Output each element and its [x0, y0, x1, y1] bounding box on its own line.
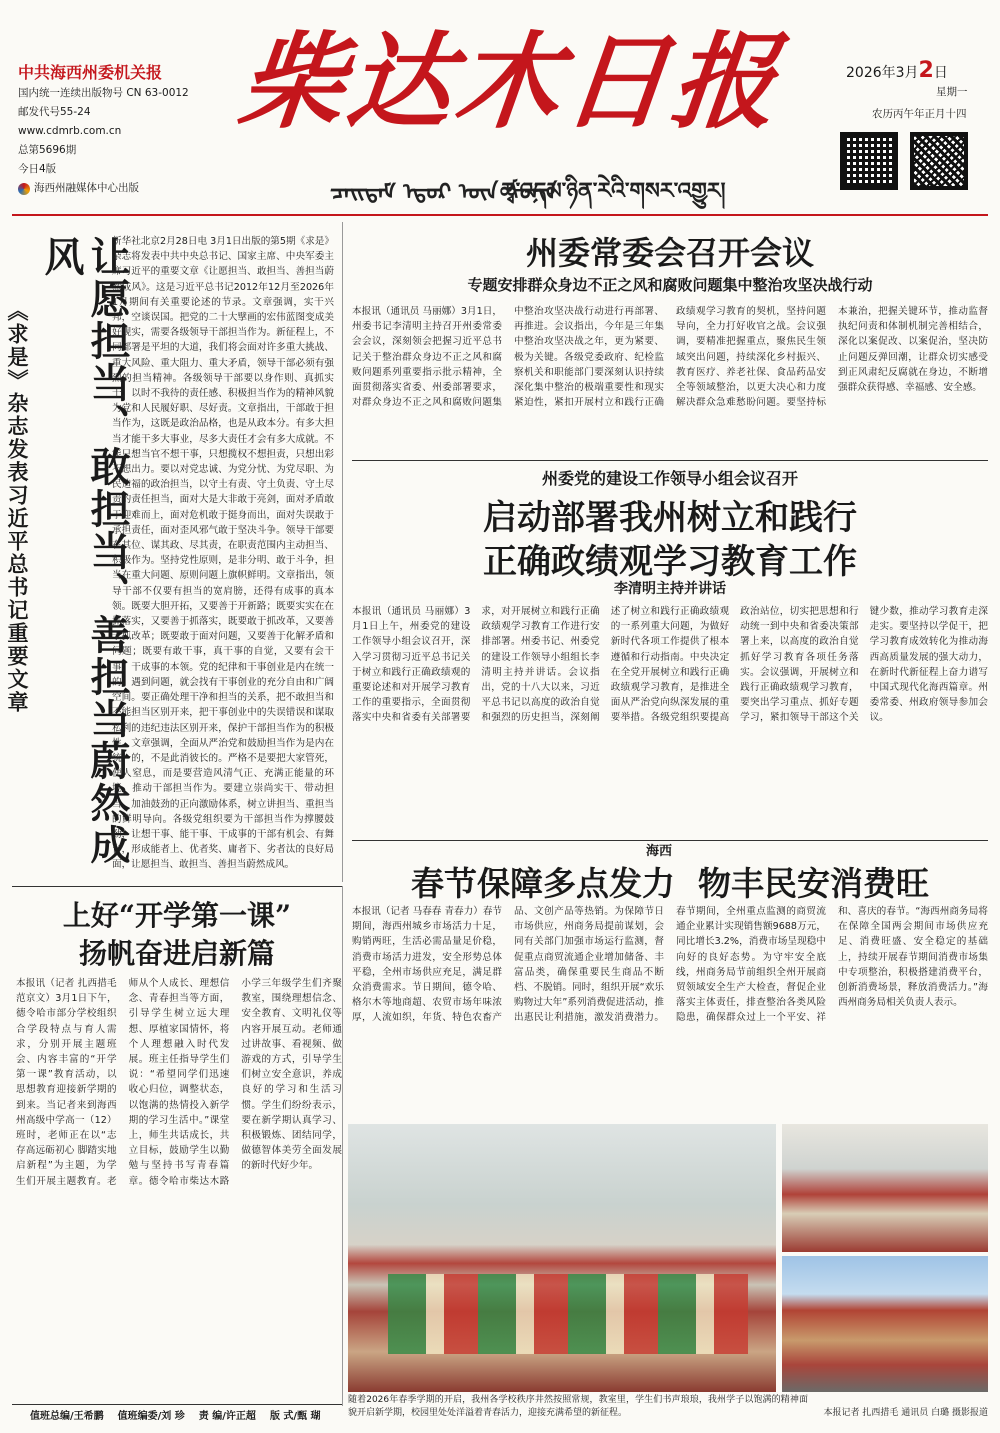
- qiushi-body: 新华社北京2月28日电 3月1日出版的第5期《求是》杂志将发表中共中央总书记、国家主席、中央军委主席习近平的重要文章《让愿担当、敢担当、善担当蔚然成风》。这是习近平总书记2012年12月至2026年1月期间有关重要论述的节录。文章强调，实干兴邦，空谈误国。把党的二十大擘画的宏伟蓝图变成美好现实，需要各级领导干部担当作为。新征程上，不同部署是平坦的大道，我们将会面对许多重大挑战、重大风险、重大阻力、重大矛盾，领导干部必须有强烈的担当精神。各级领导干部要以身作则、真抓实干，以时不我待的责任感、积极担当作为的精神风貌为党和人民履好职、尽好责。文章指出，干部敢于担当作为，这既是政治品格，也是从政本分。有多大担当才能干多大事业，尽多大责任才会有多大成就。不能只想当官不想干事，只想揽权不想担责，只想出彩不想出力。要以对党忠诚、为党分忧、为党尽职、为民造福的政治担当，以守土有责、守土负责、守土尽责的责任担当，面对大是大非敢于亮剑，面对矛盾敢于迎难而上，面对危机敢于挺身而出，面对失误敢于承担责任，面对歪风邪气敢于坚决斗争。领导干部要在其位、谋其政、尽其责，在职责范围内主动担当、积极作为。坚持党性原则，是非分明、敢于斗争，担当在重大问题、原则问题上旗帜鲜明。文章指出，领导干部不仅要有担当的宽肩膀，还得有成事的真本领。既要大胆开拓，又要善于开新路；既要实实在在抓落实，又要善于抓落实，既要敢于抓改革，又要善于抓改革；既要敢于面对问题，又要善于化解矛盾和问题；既要有敢干事，真干事的自觉，又要有会干事、干成事的本领。党的纪律和干事创业是内在统一的。遇到问题，就会找有干事创业的充分自由和广阔空间。要正确处理干净和担当的关系，把不敢担当和不能担当区别开来，把干事创业中的失误错误和谋取私利的违纪违法区别开来，保护干部担当作为的积极性。文章强调，全面从严治党和鼓励担当作为是内在统一的，不是此消彼长的。严格不是要把大家管死，使人窒息，而是要营造风清气正、充满正能量的环境，推动干部担当作为。要建立崇尚实干、带动担当、加油鼓劲的正向激励体系，树立讲担当、重担当的鲜明导向。各级党组织要为干部担当作为撑腰鼓劲，让想干事、能干事、干成事的干部有机会、有舞台，形成能者上、优者奖、庸者下、劣者汰的良好局面，让愿担当、敢担当、善担当蔚然成风。: [112, 236, 334, 871]
- weekday: 星期一: [936, 86, 968, 98]
- publisher-logo-icon: [18, 183, 30, 195]
- schoolyard-photo: [782, 1256, 988, 1392]
- qiushi-headline: 让愿担当、敢担当、善担当蔚然成风: [38, 236, 131, 866]
- jiaoyu-kicker: 州委党的建设工作领导小组会议召开: [541, 469, 798, 488]
- date-day: 2: [918, 58, 934, 83]
- newspaper-title: 柴达木日报: [233, 20, 787, 143]
- kaixue-body: 本报讯（记者 扎西措毛 范京文）3月1日下午，德令哈市部分学校组织合学段特点与育人需求，分别开展主题班会、内容丰富的“开学第一课”教育活动，以思想教育迎接新学期的到来。当记者来到海西州高级中学高一（12）班时，老师正在以“志存高远砺初心 脚踏实地启新程”为主题，为学生们开展主题教育。老师从个人成长、理想信念、青春担当等方面，引导学生树立远大理想、厚植家国情怀，将个人理想融入时代发展。班主任指导学生们说：“希望同学们迅速收心归位，调整状态，以饱满的热情投入新学期的学习生活中。”课堂上，师生共话成长，共立目标，鼓励学生以勤勉与坚持书写青春篇章。德令哈市柴达木路小学三年级学生们齐聚教室，围绕理想信念、安全教育、文明礼仪等内容开展互动。老师通过讲故事、看视频、做游戏的方式，引导学生们树立安全意识，养成良好的学习和生活习惯。学生们纷纷表示，要在新学期认真学习、积极锻炼、团结同学，做德智体美劳全面发展的新时代好少年。: [16, 978, 342, 1187]
- section-rule: [352, 460, 988, 461]
- organ-label: 中共海西州委机关报: [18, 63, 163, 82]
- jiaoyu-body: 本报讯（通讯员 马丽娜）3月1日上午，州委党的建设工作领导小组会议召开，深入学习贯彻习近平总书记关于树立和践行正确政绩观的重要论述和对开展学习教育工作的重要指示，全面贯彻落实中央和省委有关部署要求，对开展树立和践行正确政绩观学习教育工作进行安排部署。州委书记、州委党的建设工作领导小组组长李清明主持并讲话。会议指出，党的十八大以来，习近平总书记以高度的政治自觉和强烈的历史担当，深刻阐述了树立和践行正确政绩观的一系列重大问题，为做好新时代各项工作提供了根本遵循和行动指南。中央决定在全党开展树立和践行正确政绩观学习教育，是推进全面从严治党向纵深发展的重要举措。各级党组织要提高政治站位，切实把思想和行动统一到中央和省委决策部署上来，以高度的政治自觉抓好学习教育各项任务落实。会议强调，开展树立和践行正确政绩观学习教育，要突出学习重点、抓好专题学习，紧扣领导干部这个关键少数，推动学习教育走深走实。要坚持以学促干，把学习教育成效转化为推动海西高质量发展的强大动力，在新时代新征程上奋力谱写中国式现代化海西篇章。州委常委、州政府领导参加会议。: [352, 606, 988, 724]
- column-divider: [342, 222, 343, 882]
- photo-credit: 本报记者 扎西措毛 通讯员 白璐 摄影报道: [823, 1408, 988, 1418]
- kaixue-headline-line1: 上好“开学第一课”: [62, 899, 292, 932]
- duty-editor: 值班编委/刘 珍: [117, 1411, 185, 1422]
- jiaoyu-byline: 李清明主持并讲话: [614, 581, 726, 597]
- chunjie-label: 海西: [646, 844, 673, 859]
- publisher: [18, 180, 139, 197]
- designer: 版 式/甄 瑚: [269, 1411, 321, 1422]
- date-prefix: 2026年3月: [846, 65, 919, 81]
- issue-number: 总第5696期: [18, 144, 77, 156]
- zhouwei-subtitle: 专题安排群众身边不正之风和腐败问题集中整治攻坚决战行动: [467, 276, 873, 294]
- publisher-label: 海西州融媒体中心出版: [34, 182, 139, 194]
- qiushi-subtitle: 《求是》杂志发表习近平总书记重要文章: [5, 300, 30, 714]
- chunjie-headline: 春节保障多点发力 物丰民安消费旺: [411, 864, 929, 903]
- date-suffix: 日: [933, 65, 948, 81]
- postal-code: 邮发代号55-24: [18, 106, 91, 118]
- pages-today: 今日4版: [18, 163, 57, 175]
- jiaoyu-headline-line1: 启动部署我州树立和践行: [483, 498, 857, 538]
- footer-rule: [12, 1404, 342, 1405]
- zhouwei-headline: 州委常委会召开会议: [525, 234, 814, 272]
- cn-number: 国内统一连续出版物号 CN 63-0012: [18, 87, 189, 99]
- layout-editor: 责 编/许正超: [198, 1411, 256, 1422]
- chief-editor: 值班总编/王希鹏: [30, 1411, 104, 1422]
- issue-date: [846, 58, 948, 83]
- classroom-photo-right-top: [782, 1124, 988, 1252]
- mongolian-title: ᠴᠠᠢᠳᠠᠮ ᠡᠳᠦᠷ ᠦᠨ ᠰᠣᠨᠢᠨ: [330, 180, 558, 205]
- lunar-date: 农历丙午年正月十四: [872, 108, 967, 120]
- footer-credits: [30, 1408, 342, 1425]
- zhouwei-body: 本报讯（通讯员 马丽娜）3月1日，州委书记李清明主持召开州委常委会会议，深刻领会把握习近平总书记关于整治群众身边不正之风和腐败问题系列重要指示批示精神，全面贯彻落实省委、州委部署要求，对群众身边不正之风和腐败问题集中整治攻坚决战行动进行再部署、再推进。会议指出，今年是三年集中整治攻坚决战之年，更为紧要、极为关键。各级党委政府、纪检监察机关和职能部门要深刻认识持续深化集中整治的极端重要性和现实紧迫性，紧扣开展村立和践行正确政绩观学习教育的契机，坚持问题导向，全力打好收官之战。会议强调，要精准把握重点，聚焦民生领域突出问题，持续深化乡村振兴、教育医疗、养老社保、食品药品安全等领域整治，以更大决心和力度解决群众急难愁盼问题。要坚持标本兼治，把握关键环节，推动监督执纪问责和体制机制完善相结合，深化以案促改、以案促治，坚决防止问题反弹回潮，让群众切实感受到正风肃纪反腐就在身边，不断增强群众获得感、幸福感、安全感。: [352, 306, 988, 409]
- masthead: [0, 0, 1000, 220]
- qr-code-icon[interactable]: [840, 132, 898, 190]
- classroom-photo-main: [348, 1124, 776, 1392]
- kaixue-headline-line2: 扬帆奋进启新篇: [78, 937, 275, 970]
- jiaoyu-headline-line2: 正确政绩观学习教育工作: [483, 542, 857, 582]
- tibetan-title: ཚྭ་འདམ་ཉིན་རེའི་གསར་འགྱུར།: [500, 179, 726, 204]
- qr-code-icon[interactable]: [910, 132, 968, 190]
- masthead-rule: [12, 214, 988, 216]
- column-divider: [342, 886, 343, 1406]
- photo-caption: 随着2026年春季学期的开启，我州各学校秩序井然按照常规，教室里，学生们书声琅琅，我州学子以饱满的精神面貌开启新学期，校园里处处洋溢着青春活力，迎接充满希望的新征程。: [348, 1395, 808, 1418]
- chunjie-body: 本报讯（记者 马春春 青春力）春节期间，海西州城乡市场活力十足，购销两旺，生活必需品量足价稳，消费市场活力进发，安全形势总体平稳，全州市场供应充足，满足群众消费需求。节日期间，德令哈、格尔木等地商超、农贸市场年味浓厚，人流如织，年货、特色农畜产品、文创产品等热销。为保障节日市场供应，州商务局提前谋划，会同有关部门加强市场运行监测，督促重点商贸流通企业增加储备、丰富品类，确保重要民生商品不断档、不脱销。同时，组织开展“欢乐购物过大年”系列消费促进活动，推出惠民让利措施，激发消费潜力。春节期间，全州重点监测的商贸流通企业累计实现销售额9688万元，同比增长3.2%，消费市场呈现稳中向好的良好态势。为守牢安全底线，州商务局节前组织全州开展商贸领域安全生产大检查，督促企业落实主体责任，排查整治各类风险隐患，确保群众过上一个平安、祥和、喜庆的春节。“海西州商务局将在保障全国两会期间市场供应充足、消费旺盛、安全稳定的基础上，持续开展春节期间消费市场集中专项整治，积极搭建消费平台，创新消费场景，释放消费活力。”海西州商务局相关负责人表示。: [352, 906, 988, 1024]
- student-books: [388, 1274, 748, 1354]
- section-rule: [12, 886, 342, 887]
- website-link[interactable]: www.cdmrb.com.cn: [18, 125, 122, 137]
